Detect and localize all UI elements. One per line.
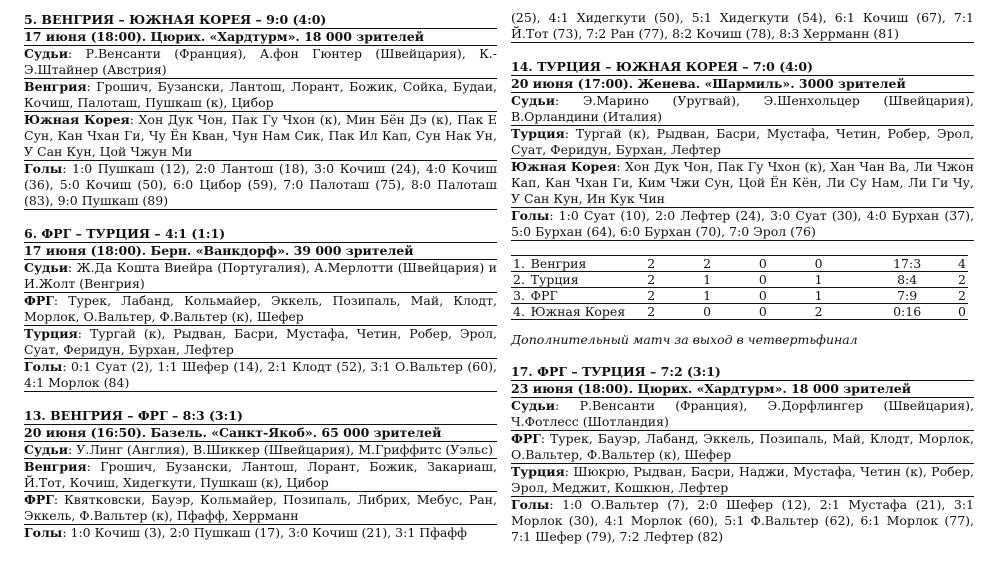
- wins: 2: [701, 256, 757, 272]
- table-row: [511, 256, 968, 272]
- wins: 0: [701, 304, 757, 320]
- referees-text: : Э.Марино (Уругвай), Э.Шенхольцер (Швейцария), В.Орландини (Италия): [511, 93, 974, 124]
- match-13: [24, 408, 497, 541]
- team-label: Южная Корея: [24, 112, 130, 127]
- lineup-text: : Турек, Лабанд, Кольмайер, Эккель, Позипаль, Май, Клодт, Морлок, О.Вальтер, Ф.Вальтер (к), Шефер: [24, 293, 497, 324]
- losses: 1: [813, 272, 869, 288]
- table-row: [511, 288, 968, 304]
- goals-text: : 1:0 Кочиш (3), 2:0 Пушкаш (17), 3:0 Кочиш (21), 3:1 Пфафф: [62, 525, 467, 540]
- referees-label: Судьи: [24, 46, 69, 61]
- team-label: Турция: [511, 126, 565, 141]
- points: 0: [946, 304, 968, 320]
- team-name: Венгрия: [529, 256, 646, 272]
- goals-label: Голы: [24, 359, 63, 374]
- goals: [511, 497, 974, 545]
- team-lineup: [511, 464, 974, 497]
- referees-label: Судьи: [24, 442, 69, 457]
- position: 1.: [511, 256, 529, 272]
- lineup-text: : Шюкрю, Рыдван, Басри, Наджи, Мустафа, Четин (к), Робер, Эрол, Меджит, Кошкюн, Лефтер: [511, 464, 974, 495]
- position: 2.: [511, 272, 529, 288]
- team-label: Турция: [511, 464, 565, 479]
- match-header: 14. ТУРЦИЯ – ЮЖНАЯ КОРЕЯ – 7:0 (4:0): [511, 59, 814, 74]
- team-lineup: [511, 159, 974, 208]
- position: 4.: [511, 304, 529, 320]
- goals-label: Голы: [511, 497, 550, 512]
- match-info: 17 июня (18:00). Цюрих. «Хардтурм». 18 000 зрителей: [24, 28, 497, 46]
- lineup-text: : Грошич, Бузански, Лантош, Лорант, Божик, Закариаш, Й.Тот, Кочиш, Хидегкути, Пушкаш (к), Цибор: [24, 459, 497, 490]
- referees-text: : Р.Венсанти (Франция), Э.Дорфлингер (Швейцария), Ч.Фотлесс (Шотландия): [511, 398, 974, 429]
- played: 2: [645, 272, 701, 288]
- team-label: Южная Корея: [511, 159, 617, 174]
- goal-diff: 8:4: [868, 272, 945, 288]
- losses: 2: [813, 304, 869, 320]
- match-5: [24, 12, 497, 210]
- draws: 0: [757, 288, 813, 304]
- team-lineup: [24, 112, 497, 161]
- group-standings-table: [511, 255, 968, 320]
- team-name: Турция: [529, 272, 646, 288]
- team-lineup: [511, 431, 974, 464]
- goals: [24, 525, 497, 541]
- wins: 1: [701, 288, 757, 304]
- match-info: 23 июня (18:00). Цюрих. «Хардтурм». 18 000 зрителей: [511, 380, 974, 398]
- lineup-text: : Тургай (к), Рыдван, Басри, Мустафа, Четин, Робер, Эрол, Суат, Феридун, Бурхан, Лефтер: [24, 326, 497, 357]
- goals-label: Голы: [511, 208, 550, 223]
- goals-text: : 0:1 Суат (2), 1:1 Шефер (14), 2:1 Клодт (52), 3:1 О.Вальтер (60), 4:1 Морлок (84): [24, 359, 497, 390]
- goals-text: : 1:0 О.Вальтер (7), 2:0 Шефер (12), 2:1 Мустафа (21), 3:1 Морлок (30), 4:1 Морлок (60), 5:1 Ф.Вальтер (62), 6:1 Морлок (77), 7:1 Шефер (79), 7:2 Лефтер (82): [511, 497, 974, 544]
- lineup-text: : Хон Дук Чон, Пак Гу Чхон (к), Хан Чан Ва, Ли Чжон Кап, Кан Чхан Ги, Ким Чжи Сун, Цой Ён Кён, Ли Су Нам, Ли Ги Чу, У Сан Кун, Ин Кук Чин: [511, 159, 974, 206]
- losses: 1: [813, 288, 869, 304]
- team-lineup: [24, 459, 497, 492]
- lineup-text: : Хон Дук Чон, Пак Гу Чхон (к), Мин Бён Дэ (к), Пак Е Сун, Кан Чхан Ги, Чу Ён Кван, Чун Нам Сик, Пак Ил Кап, Сун Нак Ун, У Сан Кун, Цой Чжун Ми: [24, 112, 497, 159]
- lineup-text: : Тургай (к), Рыдван, Басри, Мустафа, Четин, Робер, Эрол, Суат, Феридун, Бурхан, Лефтер: [511, 126, 974, 157]
- right-column: [511, 0, 974, 545]
- match-14: [511, 59, 974, 241]
- team-label: Венгрия: [24, 79, 87, 94]
- playoff-note: Дополнительный матч за выход в четвертьфинал: [511, 332, 858, 347]
- goals: [24, 161, 497, 210]
- referees: [511, 398, 974, 431]
- team-name: Южная Корея: [529, 304, 646, 320]
- referees: [24, 46, 497, 79]
- goals-continuation: (25), 4:1 Хидегкути (50), 5:1 Хидегкути (54), 6:1 Кочиш (67), 7:1 Й.Тот (73), 7:2 Ран (77), 8:2 Кочиш (78), 8:3 Херрманн (81): [511, 10, 974, 41]
- goal-diff: 0:16: [868, 304, 945, 320]
- referees-text: : Ж.Да Кошта Виейра (Португалия), А.Мерлотти (Швейцария) и И.Жолт (Венгрия): [24, 260, 497, 291]
- match-6: [24, 226, 497, 392]
- goals: [511, 208, 974, 241]
- team-label: Венгрия: [24, 459, 87, 474]
- match-header: 13. ВЕНГРИЯ – ФРГ – 8:3 (3:1): [24, 408, 243, 423]
- draws: 0: [757, 304, 813, 320]
- lineup-text: : Квятковски, Бауэр, Кольмайер, Позипаль, Либрих, Мебус, Ран, Эккель, Ф.Вальтер (к), Пфафф, Херрманн: [24, 492, 497, 523]
- points: 2: [946, 272, 968, 288]
- match-17: [511, 364, 974, 545]
- referees: [511, 93, 974, 126]
- points: 2: [946, 288, 968, 304]
- draws: 0: [757, 272, 813, 288]
- goals: [24, 359, 497, 392]
- team-label: ФРГ: [511, 431, 541, 446]
- table-row: [511, 304, 968, 320]
- goals-label: Голы: [24, 161, 63, 176]
- lineup-text: : Турек, Бауэр, Лабанд, Эккель, Позипаль, Май, Клодт, Морлок, О.Вальтер, Ф.Вальтер (к), Шефер: [511, 431, 974, 462]
- left-column: [24, 0, 497, 541]
- match-info: 20 июня (16:50). Базель. «Санкт-Якоб». 65 000 зрителей: [24, 424, 497, 442]
- team-lineup: [24, 326, 497, 359]
- referees-label: Судьи: [511, 398, 556, 413]
- goal-diff: 7:9: [868, 288, 945, 304]
- draws: 0: [757, 256, 813, 272]
- played: 2: [645, 256, 701, 272]
- losses: 0: [813, 256, 869, 272]
- table-row: [511, 272, 968, 288]
- points: 4: [946, 256, 968, 272]
- referees: [24, 260, 497, 293]
- referees-label: Судьи: [24, 260, 69, 275]
- position: 3.: [511, 288, 529, 304]
- goal-diff: 17:3: [868, 256, 945, 272]
- played: 2: [645, 288, 701, 304]
- team-lineup: [24, 293, 497, 326]
- team-lineup: [24, 492, 497, 525]
- match-header: 6. ФРГ – ТУРЦИЯ – 4:1 (1:1): [24, 226, 226, 241]
- team-lineup: [511, 126, 974, 159]
- match-info: 17 июня (18:00). Берн. «Ванкдорф». 39 000 зрителей: [24, 242, 497, 260]
- referees-label: Судьи: [511, 93, 556, 108]
- referees-text: : У.Линг (Англия), В.Шиккер (Швейцария), М.Гриффитс (Уэльс): [68, 442, 493, 457]
- lineup-text: : Грошич, Бузански, Лантош, Лорант, Божик, Сойка, Будаи, Кочиш, Палоташ, Пушкаш (к), Цибор: [24, 79, 497, 110]
- referees-text: : Р.Венсанти (Франция), А.фон Гюнтер (Швейцария), К.-Э.Штайнер (Австрия): [24, 46, 497, 77]
- team-label: ФРГ: [24, 492, 54, 507]
- goals-label: Голы: [24, 525, 63, 540]
- match-header: 5. ВЕНГРИЯ – ЮЖНАЯ КОРЕЯ – 9:0 (4:0): [24, 12, 327, 27]
- played: 2: [645, 304, 701, 320]
- match-info: 20 июня (17:00). Женева. «Шармиль». 3000 зрителей: [511, 75, 974, 93]
- team-label: Турция: [24, 326, 78, 341]
- team-label: ФРГ: [24, 293, 54, 308]
- goals-text: : 1:0 Пушкаш (12), 2:0 Лантош (18), 3:0 Кочиш (24), 4:0 Кочиш (36), 5:0 Кочиш (50), 6:0 Цибор (59), 7:0 Палоташ (75), 8:0 Палоташ (83), 9:0 Пушкаш (89): [24, 161, 497, 208]
- wins: 1: [701, 272, 757, 288]
- goals-text: : 1:0 Суат (10), 2:0 Лефтер (24), 3:0 Суат (30), 4:0 Бурхан (37), 5:0 Бурхан (64), 6:0 Бурхан (70), 7:0 Эрол (76): [511, 208, 974, 239]
- referees: [24, 442, 497, 459]
- team-name: ФРГ: [529, 288, 646, 304]
- match-header: 17. ФРГ – ТУРЦИЯ – 7:2 (3:1): [511, 364, 721, 379]
- team-lineup: [24, 79, 497, 112]
